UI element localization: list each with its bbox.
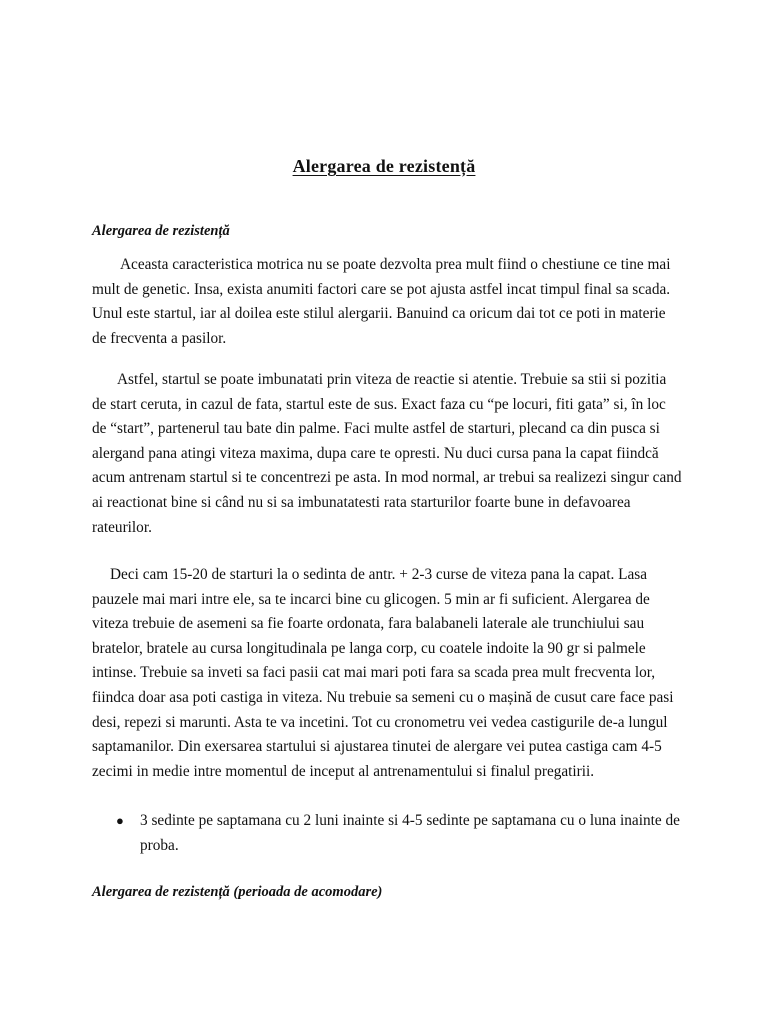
bullet-list [92,808,682,858]
list-item-text: 3 sedinte pe saptamana cu 2 luni inainte si 4-5 sedinte pe saptamana cu o luna inainte de proba. [140,812,680,854]
document-title: Alergarea de rezistență [292,156,476,176]
paragraph: Deci cam 15-20 de starturi la o sedinta de antr. + 2-3 curse de viteza pana la capat. Lasa pauzele mai mari intre ele, sa te incarci bine cu glicogen. 5 min ar fi suficient. Alergarea de viteza trebuie de asemeni sa fie foarte ordonata, fara balabaneli laterale ale trunchiului sau bratelor, bratele au cursa longitudinala pe langa corp, cu coatele indoite la 90 gr si palmele intinse. Trebuie sa inveti sa faci pasii cat mai mari poti fara sa scada prea mult frecventa lor, fiindca doar asa poti castiga in viteza. Nu trebuie sa semeni cu o mașină de cusut care face pasi desi, repezi si marunti. Asta te va incetini. Tot cu cronometru vei vedea castigurile de-a lungul saptamanilor. Din exersarea startului si ajustarea tinutei de alergare vei putea castiga cam 4-5 zecimi in medie intre momentul de inceput al antrenamentului si finalul pregatirii. [92,566,674,780]
section-subheading: Alergarea de rezistență [92,223,230,239]
paragraph: Astfel, startul se poate imbunatati prin viteza de reactie si atentie. Trebuie sa stii si pozitia de start ceruta, in cazul de fata, startul este de sus. Exact faza cu “pe locuri, fiti gata” si, în loc de “start”, partenerul tau bate din palme. Faci multe astfel de starturi, plecand ca din pusca si alergand pana atingi viteza maxima, dupa care te opresti. Nu duci cursa pana la capat fiindcă acum antrenam startul si te concentrezi pe asta. In mod normal, ar trebui sa realizezi singur cand ai reactionat bine si când nu si sa imbunatatesti rata starturilor foarte bune in defavoarea rateurilor. [92,371,682,536]
list-item [92,808,682,858]
section-subheading: Alergarea de rezistență (perioada de acomodare) [92,884,383,900]
bullet-icon: ● [116,813,124,828]
paragraph: Aceasta caracteristica motrica nu se poate dezvolta prea mult fiind o chestiune ce tine mai mult de genetic. Insa, exista anumiti factori care se pot ajusta astfel incat timpul final sa scada. Unul este startul, iar al doilea este stilul alergarii. Banuind ca oricum dai tot ce poti in materie de frecventa a pasilor. [92,256,671,347]
